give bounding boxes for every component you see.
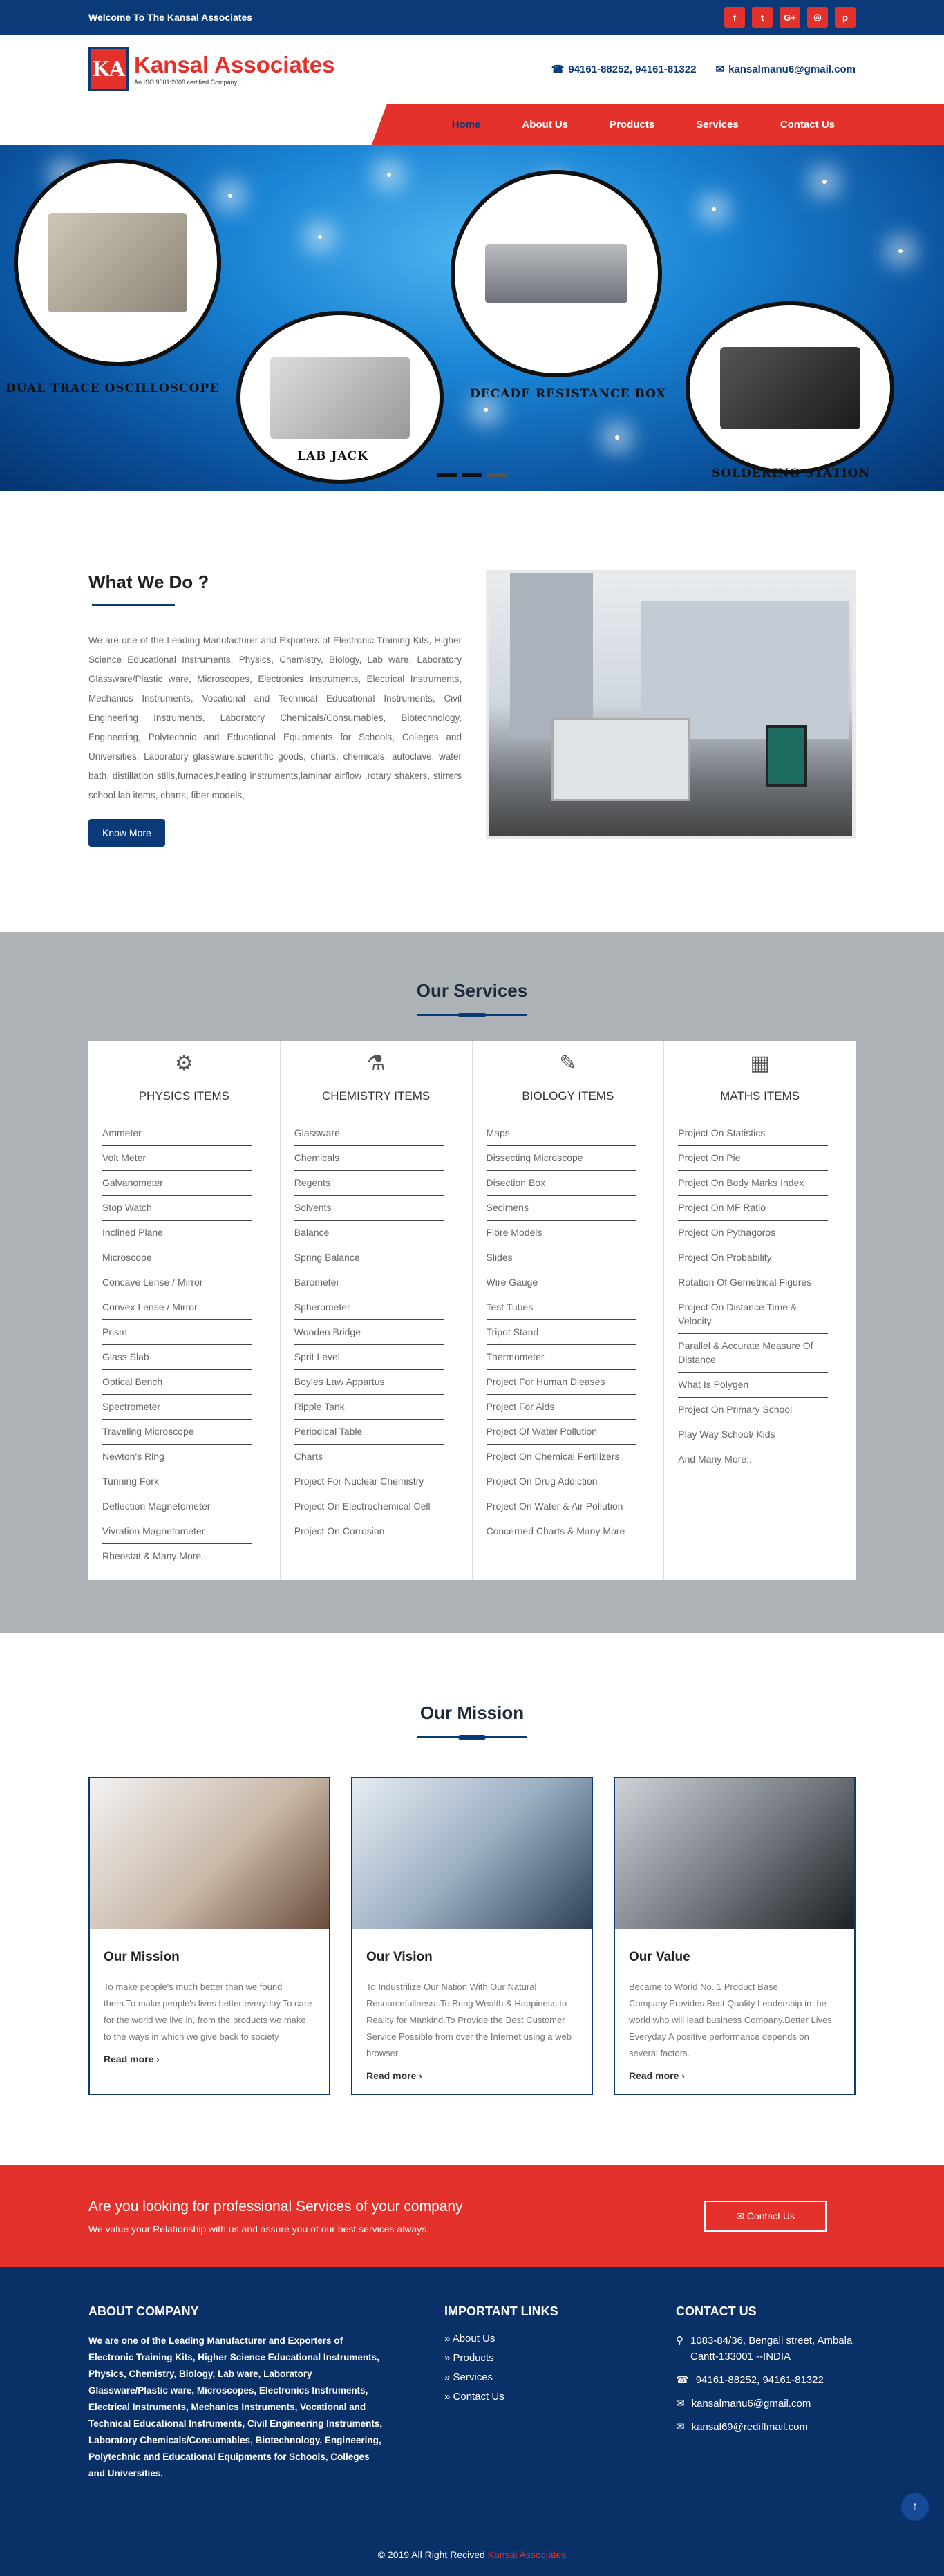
service-item[interactable]: Ripple Tank bbox=[294, 1395, 444, 1420]
service-item[interactable]: Galvanometer bbox=[102, 1171, 252, 1196]
business-men-image bbox=[352, 1778, 592, 1929]
footer-links-title: IMPORTANT LINKS bbox=[444, 2304, 558, 2318]
hero-label-resistance-box: DECADE RESISTANCE BOX bbox=[470, 387, 666, 401]
service-item[interactable]: Wire Gauge bbox=[487, 1270, 636, 1295]
service-item[interactable]: Newton's Ring bbox=[102, 1445, 252, 1469]
header-email[interactable] bbox=[716, 63, 856, 75]
logo[interactable] bbox=[88, 47, 334, 91]
calculator-image bbox=[615, 1778, 854, 1929]
service-item[interactable]: Test Tubes bbox=[487, 1295, 636, 1320]
service-item[interactable]: Traveling Microscope bbox=[102, 1420, 252, 1445]
service-item[interactable]: Microscope bbox=[102, 1245, 252, 1270]
footer-link-about[interactable]: » About Us bbox=[444, 2333, 495, 2344]
service-item[interactable]: Project For Nuclear Chemistry bbox=[294, 1469, 444, 1494]
envelope-icon: ✉ bbox=[676, 2421, 685, 2433]
service-item[interactable]: Tripot Stand bbox=[487, 1320, 636, 1345]
footer-address: ⚲ 1083-84/36, Bengali street, Ambala Cantt-133001 --INDIA bbox=[676, 2333, 856, 2365]
service-item[interactable]: Regents bbox=[294, 1171, 444, 1196]
hands-image bbox=[90, 1778, 329, 1929]
nav-contact[interactable]: Contact Us bbox=[780, 118, 835, 131]
service-item[interactable]: Thermometer bbox=[487, 1345, 636, 1370]
service-item[interactable]: Project Of Water Pollution bbox=[487, 1420, 636, 1445]
services-box bbox=[88, 1041, 856, 1580]
vision-card bbox=[351, 1777, 593, 2095]
value-card bbox=[614, 1777, 856, 2095]
header-phone bbox=[551, 63, 697, 75]
service-item[interactable]: Project On Probability bbox=[678, 1245, 828, 1270]
card-text: Became to World No. 1 Product Base Company.Provides Best Quality Leadership in the world who will lead business Company.Better Lives Everyday A positive performance depends on several factors. bbox=[629, 1982, 832, 2058]
google-plus-icon[interactable]: G+ bbox=[780, 7, 800, 28]
service-item[interactable]: Dissecting Microscope bbox=[487, 1146, 636, 1171]
service-item[interactable]: Project On Body Marks Index bbox=[678, 1171, 828, 1196]
card-text: To make people's much better than we found them.To make people's lives better everyday.To care for the world we live in, from the products we make to the ways in which we give back to society bbox=[104, 1982, 312, 2042]
service-item[interactable]: Prism bbox=[102, 1320, 252, 1345]
slider-dot[interactable] bbox=[487, 473, 507, 477]
service-item[interactable]: Spherometer bbox=[294, 1295, 444, 1320]
footer-phone: ☎ 94161-88252, 94161-81322 bbox=[676, 2372, 856, 2388]
service-item[interactable]: Project For Human Dieases bbox=[487, 1370, 636, 1395]
footer-link-contact[interactable]: » Contact Us bbox=[444, 2391, 504, 2403]
office-image bbox=[486, 570, 856, 839]
service-item[interactable]: Tunning Fork bbox=[102, 1469, 252, 1494]
mission-section bbox=[0, 1633, 944, 2165]
footer-link-products[interactable]: » Products bbox=[444, 2352, 494, 2364]
hero-label-oscilloscope: DUAL TRACE OSCILLOSCOPE bbox=[6, 382, 220, 395]
physics-column bbox=[88, 1041, 281, 1580]
chemistry-column bbox=[281, 1041, 473, 1580]
envelope-icon: ✉ bbox=[676, 2398, 685, 2409]
map-pin-icon: ⚲ bbox=[676, 2335, 683, 2347]
maths-list bbox=[678, 1121, 842, 1472]
service-item[interactable]: Convex Lense / Mirror bbox=[102, 1295, 252, 1320]
service-item[interactable]: Project On MF Ratio bbox=[678, 1196, 828, 1221]
footer-links bbox=[424, 2304, 638, 2482]
service-item[interactable]: Concave Lense / Mirror bbox=[102, 1270, 252, 1295]
header-email-text: kansalmanu6@gmail.com bbox=[728, 64, 856, 75]
chemistry-list bbox=[294, 1121, 458, 1543]
main-nav bbox=[0, 104, 944, 145]
hero-slider[interactable] bbox=[0, 145, 944, 491]
services-section bbox=[0, 932, 944, 1633]
logo-name: Kansal Associates bbox=[134, 51, 335, 77]
service-item[interactable]: Project On Corrosion bbox=[294, 1525, 385, 1536]
service-item[interactable]: Charts bbox=[294, 1445, 444, 1469]
read-more-link[interactable]: Read more › bbox=[629, 2070, 685, 2081]
service-item[interactable]: Project On Pie bbox=[678, 1146, 828, 1171]
service-item[interactable]: Spectrometer bbox=[102, 1395, 252, 1420]
scroll-to-top-icon[interactable]: ↑ bbox=[901, 2493, 929, 2521]
what-we-do-title: What We Do ? bbox=[88, 572, 209, 592]
card-title: Our Vision bbox=[366, 1950, 433, 1964]
card-title: Our Mission bbox=[104, 1950, 180, 1964]
service-item[interactable]: Project On Drug Addiction bbox=[487, 1469, 636, 1494]
card-text: To Industrilize Our Nation With Our Natural Resourcefullness .To Bring Wealth & Happiness to Reality for Mankind.To Provide the Best Customer Service Possible from over the Internet using a web browser. bbox=[366, 1982, 572, 2058]
maths-column bbox=[664, 1041, 856, 1580]
service-item[interactable]: Glassware bbox=[294, 1121, 444, 1146]
service-item[interactable]: Project On Distance Time & Velocity bbox=[678, 1295, 828, 1334]
service-item[interactable]: Maps bbox=[487, 1121, 636, 1146]
service-item[interactable]: Play Way School/ Kids bbox=[678, 1422, 828, 1447]
footer-link-services[interactable]: » Services bbox=[444, 2371, 493, 2383]
service-item[interactable]: Ammeter bbox=[102, 1121, 252, 1146]
header-phone-text: 94161-88252, 94161-81322 bbox=[568, 64, 697, 75]
service-item[interactable]: Balance bbox=[294, 1221, 444, 1245]
footer-contact-title: CONTACT US bbox=[676, 2304, 757, 2318]
logo-mark: KA bbox=[88, 47, 129, 91]
pinterest-icon[interactable]: p bbox=[835, 7, 856, 28]
biology-column bbox=[473, 1041, 665, 1580]
service-item[interactable]: Solvents bbox=[294, 1196, 444, 1221]
copyright-text: © 2019 All Right Recived bbox=[377, 2549, 485, 2560]
service-item[interactable]: What Is Polygen bbox=[678, 1373, 828, 1398]
cta-title: Are you looking for professional Services of your company bbox=[88, 2198, 463, 2215]
service-item[interactable]: Project On Water & Air Pollution bbox=[487, 1494, 636, 1519]
service-item[interactable]: Disection Box bbox=[487, 1171, 636, 1196]
slider-dot[interactable] bbox=[462, 473, 482, 477]
service-item[interactable]: Boyles Law Appartus bbox=[294, 1370, 444, 1395]
footer-contact bbox=[676, 2304, 856, 2482]
phone-icon: ☎ bbox=[551, 64, 565, 75]
footer bbox=[0, 2267, 944, 2576]
top-bar bbox=[0, 0, 944, 35]
gear-icon: ⚙ bbox=[174, 1052, 193, 1075]
read-more-link[interactable]: Read more › bbox=[104, 2053, 160, 2065]
logo-tagline: An ISO 9001:2008 certified Company bbox=[134, 78, 238, 86]
nav-about[interactable]: About Us bbox=[522, 118, 569, 131]
oscilloscope-image bbox=[14, 159, 221, 366]
chemistry-heading: CHEMISTRY ITEMS bbox=[322, 1089, 431, 1102]
service-item[interactable]: Rotation Of Gemetrical Figures bbox=[678, 1270, 828, 1295]
slider-dot[interactable] bbox=[437, 473, 457, 477]
resistance-box-image bbox=[451, 170, 662, 377]
service-item[interactable]: Inclined Plane bbox=[102, 1221, 252, 1245]
services-title: Our Services bbox=[416, 980, 528, 1001]
service-item[interactable]: Secimens bbox=[487, 1196, 636, 1221]
service-item[interactable]: Stop Watch bbox=[102, 1196, 252, 1221]
nav-home[interactable]: Home bbox=[451, 118, 481, 131]
service-item[interactable]: Sprit Level bbox=[294, 1345, 444, 1370]
calculator-icon: ▦ bbox=[750, 1052, 770, 1075]
cta-subtitle: We value your Relationship with us and assure you of our best services always. bbox=[88, 2223, 430, 2235]
footer-about-title: ABOUT COMPANY bbox=[88, 2304, 199, 2318]
nav-products[interactable]: Products bbox=[610, 118, 655, 131]
service-item[interactable]: Vivration Magnetometer bbox=[102, 1519, 252, 1544]
service-item[interactable]: Parallel & Accurate Measure Of Distance bbox=[678, 1334, 828, 1373]
service-item[interactable]: Glass Slab bbox=[102, 1345, 252, 1370]
service-item[interactable]: Volt Meter bbox=[102, 1146, 252, 1171]
service-item[interactable]: Concerned Charts & Many More bbox=[486, 1525, 625, 1536]
contact-us-button[interactable]: ✉ Contact Us bbox=[704, 2201, 827, 2232]
service-item[interactable]: And Many More.. bbox=[678, 1454, 752, 1465]
copyright bbox=[0, 2549, 944, 2560]
footer-about-text: We are one of the Leading Manufacturer and Exporters of Electronic Training Kits, Higher Science Educational Instruments, Physics, Chemistry, Biology, Lab ware, Laboratory Glassware/Plastic ware, Microscopes, Electronics Instruments, Electrical Instruments, Mechanics Instruments, Vocational and Technical Educational Instruments, Civil Engineering Instruments, Laboratory Chemicals/Consumables, Biotechnology, Engineering, Polytechnic and Educational Equipments for Schools, Colleges and Universities. bbox=[88, 2335, 383, 2479]
service-item[interactable]: Fibre Models bbox=[487, 1221, 636, 1245]
service-item[interactable]: Periodical Table bbox=[294, 1420, 444, 1445]
physics-list bbox=[102, 1121, 266, 1568]
soldering-station-image bbox=[686, 301, 894, 474]
service-item[interactable]: Deflection Magnetometer bbox=[102, 1494, 252, 1519]
footer-email-2[interactable]: ✉ kansal69@rediffmail.com bbox=[676, 2419, 856, 2435]
card-title: Our Value bbox=[629, 1950, 690, 1964]
service-item[interactable]: Project On Chemical Fertilizers bbox=[487, 1445, 636, 1469]
read-more-link[interactable]: Read more › bbox=[366, 2070, 422, 2081]
service-item[interactable]: Spring Balance bbox=[294, 1245, 444, 1270]
service-item[interactable]: Slides bbox=[487, 1245, 636, 1270]
header bbox=[0, 35, 944, 104]
service-item[interactable]: Chemicals bbox=[294, 1146, 444, 1171]
maths-heading: MATHS ITEMS bbox=[720, 1089, 800, 1102]
what-we-do-section bbox=[0, 491, 944, 932]
service-item[interactable]: Wooden Bridge bbox=[294, 1320, 444, 1345]
nav-services[interactable]: Services bbox=[696, 118, 739, 131]
what-we-do-text: We are one of the Leading Manufacturer and Exporters of Electronic Training Kits, Higher Science Educational Instruments, Physics, Chemistry, Biology, Lab ware, Laboratory Glassware/Plastic ware, Microscopes, Electronics Instruments, Electrical Instruments, Mechanics Instruments, Vocational and Technical Educational Instruments, Civil Engineering Instruments, Laboratory Chemicals/Consumables, Biotechnology, Engineering, Polytechnic and Educational Equipments for Schools, Colleges and Universities. Laboratory glassware,scientific goods, charts, chemicals, autoclave, water bath, distillation stills,furnaces,heating instruments,laminar airflow ,rotary shakers, stirrers school lab items, charts, fiber models, bbox=[88, 635, 462, 800]
header-contacts bbox=[551, 63, 856, 75]
mission-section-title: Our Mission bbox=[419, 1702, 525, 1723]
mission-card bbox=[88, 1777, 330, 2095]
service-item[interactable]: Project On Statistics bbox=[678, 1121, 828, 1146]
footer-about bbox=[88, 2304, 386, 2482]
service-item[interactable]: Rheostat & Many More.. bbox=[102, 1550, 207, 1561]
twitter-icon[interactable]: t bbox=[752, 7, 773, 28]
biology-heading: BIOLOGY ITEMS bbox=[522, 1089, 614, 1102]
service-item[interactable]: Optical Bench bbox=[102, 1370, 252, 1395]
envelope-icon: ✉ bbox=[715, 64, 725, 75]
flask-icon: ⚗ bbox=[366, 1052, 386, 1075]
hero-label-lab-jack: LAB JACK bbox=[297, 449, 368, 463]
instagram-icon[interactable]: ◎ bbox=[807, 7, 828, 28]
facebook-icon[interactable]: f bbox=[724, 7, 745, 28]
hero-label-soldering: SOLDERING STATION bbox=[712, 467, 871, 480]
slider-dots[interactable] bbox=[437, 473, 507, 477]
service-item[interactable]: Barometer bbox=[294, 1270, 444, 1295]
test-tube-icon: ✎ bbox=[559, 1052, 577, 1075]
physics-heading: PHYSICS ITEMS bbox=[138, 1089, 230, 1102]
biology-list bbox=[487, 1121, 650, 1543]
copyright-brand[interactable]: Kansal Associates bbox=[487, 2549, 567, 2560]
cta-banner bbox=[0, 2165, 944, 2267]
phone-icon: ☎ bbox=[676, 2374, 689, 2386]
service-item[interactable]: Project On Pythagoros bbox=[678, 1221, 828, 1245]
welcome-text: Welcome To The Kansal Associates bbox=[88, 12, 253, 23]
social-links bbox=[724, 7, 856, 28]
know-more-button[interactable]: Know More bbox=[88, 819, 165, 847]
service-item[interactable]: Project For Aids bbox=[487, 1395, 636, 1420]
service-item[interactable]: Project On Primary School bbox=[678, 1398, 828, 1422]
footer-email-1[interactable]: ✉ kansalmanu6@gmail.com bbox=[676, 2396, 856, 2412]
service-item[interactable]: Project On Electrochemical Cell bbox=[294, 1494, 444, 1519]
